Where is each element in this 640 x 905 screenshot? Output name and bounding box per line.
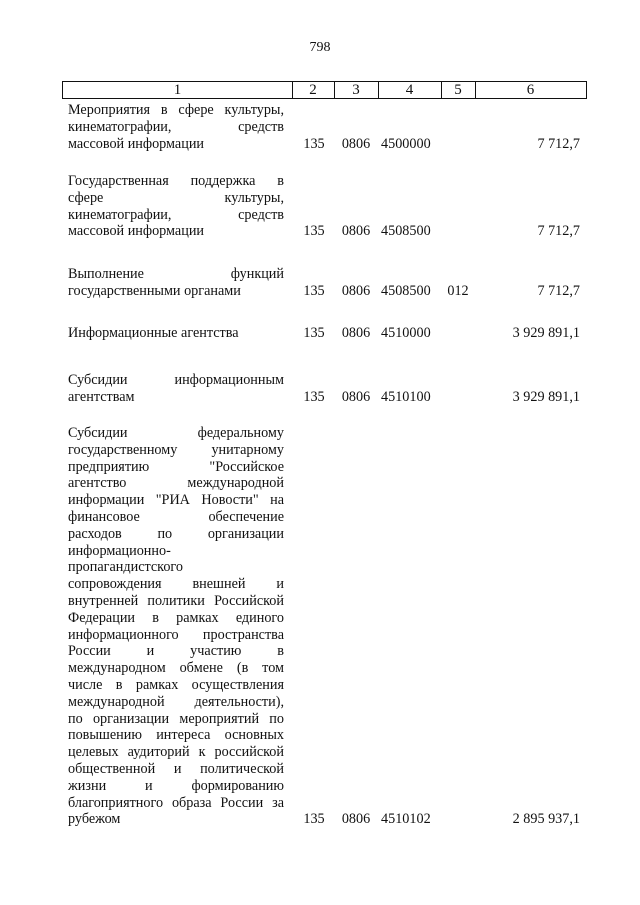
row-name — [68, 425, 284, 828]
row-name — [68, 102, 284, 152]
row-name-line: расходов по организации — [68, 525, 284, 542]
row-name-line: Государственная поддержка в — [68, 173, 284, 189]
row-name-line: Федерации в рамках единого — [68, 609, 284, 626]
row-name-line: кинематографии, средств — [68, 118, 284, 135]
row-name-line: предприятию "Российское — [68, 458, 284, 475]
row-col4: 4500000 — [381, 135, 431, 152]
row-col3: 0806 — [341, 282, 371, 299]
row-col2: 135 — [303, 282, 325, 299]
row-name-line: жизни и формированию — [68, 777, 284, 794]
row-col3: 0806 — [341, 388, 371, 405]
row-name — [68, 325, 284, 342]
row-name — [68, 372, 284, 406]
row-col3: 0806 — [341, 135, 371, 152]
row-col2: 135 — [303, 135, 325, 152]
row-name-line: финансовое обеспечение — [68, 508, 284, 525]
row-name-line: государственному унитарному — [68, 441, 284, 458]
row-col4: 4510102 — [381, 811, 431, 828]
row-col6: 2 895 937,1 — [512, 811, 580, 828]
row-name-line: числе в рамках осуществления — [68, 676, 284, 693]
row-col4: 4510100 — [381, 388, 431, 405]
row-name-line: Информационные агентства — [68, 325, 239, 341]
row-name-line: Мероприятия в сфере культуры, — [68, 102, 284, 118]
row-name-line: Субсидии федеральному — [68, 425, 284, 441]
row-name-line: международном обмене (в том — [68, 660, 284, 677]
row-name-line: Субсидии информационным — [68, 372, 284, 388]
row-name-line: массовой информации — [68, 135, 205, 152]
row-name-line: информации "РИА Новости" на — [68, 492, 284, 509]
header-col-2: 2 — [292, 82, 335, 98]
row-name-line: агентствам — [68, 388, 135, 405]
row-col6: 3 929 891,1 — [512, 388, 580, 405]
row-col6: 7 712,7 — [537, 135, 580, 152]
row-name-line: благоприятного образа России за — [68, 794, 284, 811]
row-name-line: информационного пространства — [68, 626, 284, 643]
row-name-line: внутренней политики Российской — [68, 592, 284, 609]
page-number: 798 — [309, 40, 331, 55]
row-name-line: общественной и политической — [68, 760, 284, 777]
row-name — [68, 173, 284, 240]
table-header — [62, 81, 587, 99]
header-col-4: 4 — [378, 82, 442, 98]
row-name-line: повышению интереса основных — [68, 727, 284, 744]
row-col2: 135 — [303, 223, 325, 240]
row-name-line: России и участию в — [68, 643, 284, 660]
row-col2: 135 — [303, 325, 325, 341]
row-col2: 135 — [303, 811, 325, 828]
row-name-line: кинематографии, средств — [68, 206, 284, 223]
row-col6: 7 712,7 — [537, 282, 580, 299]
row-name-line: агентство международной — [68, 475, 284, 492]
row-name-line: по организации мероприятий по — [68, 710, 284, 727]
row-name-line: целевых аудиторий к российской — [68, 744, 284, 761]
row-name-line: рубежом — [68, 811, 121, 828]
row-name-line: государственными органами — [68, 282, 241, 299]
row-name-line: Выполнение функций — [68, 266, 284, 282]
header-col-1: 1 — [63, 82, 293, 98]
row-col2: 135 — [303, 388, 325, 405]
row-name-line: сопровождения внешней и — [68, 576, 284, 593]
row-col3: 0806 — [341, 223, 371, 240]
row-col6: 3 929 891,1 — [512, 325, 580, 341]
row-col4: 4508500 — [381, 223, 431, 240]
row-name — [68, 266, 284, 300]
row-name-line: международной деятельности), — [68, 693, 284, 710]
row-name-line: пропагандистского — [68, 559, 183, 576]
row-col6: 7 712,7 — [537, 223, 580, 240]
row-name-line: массовой информации — [68, 223, 205, 240]
row-col4: 4510000 — [381, 325, 431, 341]
row-col3: 0806 — [341, 811, 371, 828]
row-name-line: сфере культуры, — [68, 189, 284, 206]
row-name-line: информационно- — [68, 542, 171, 559]
header-col-5: 5 — [441, 82, 476, 98]
row-col4: 4508500 — [381, 282, 431, 299]
row-col5: 012 — [447, 282, 469, 299]
header-col-6: 6 — [526, 82, 535, 98]
header-col-3: 3 — [334, 82, 379, 98]
row-col3: 0806 — [341, 325, 371, 341]
